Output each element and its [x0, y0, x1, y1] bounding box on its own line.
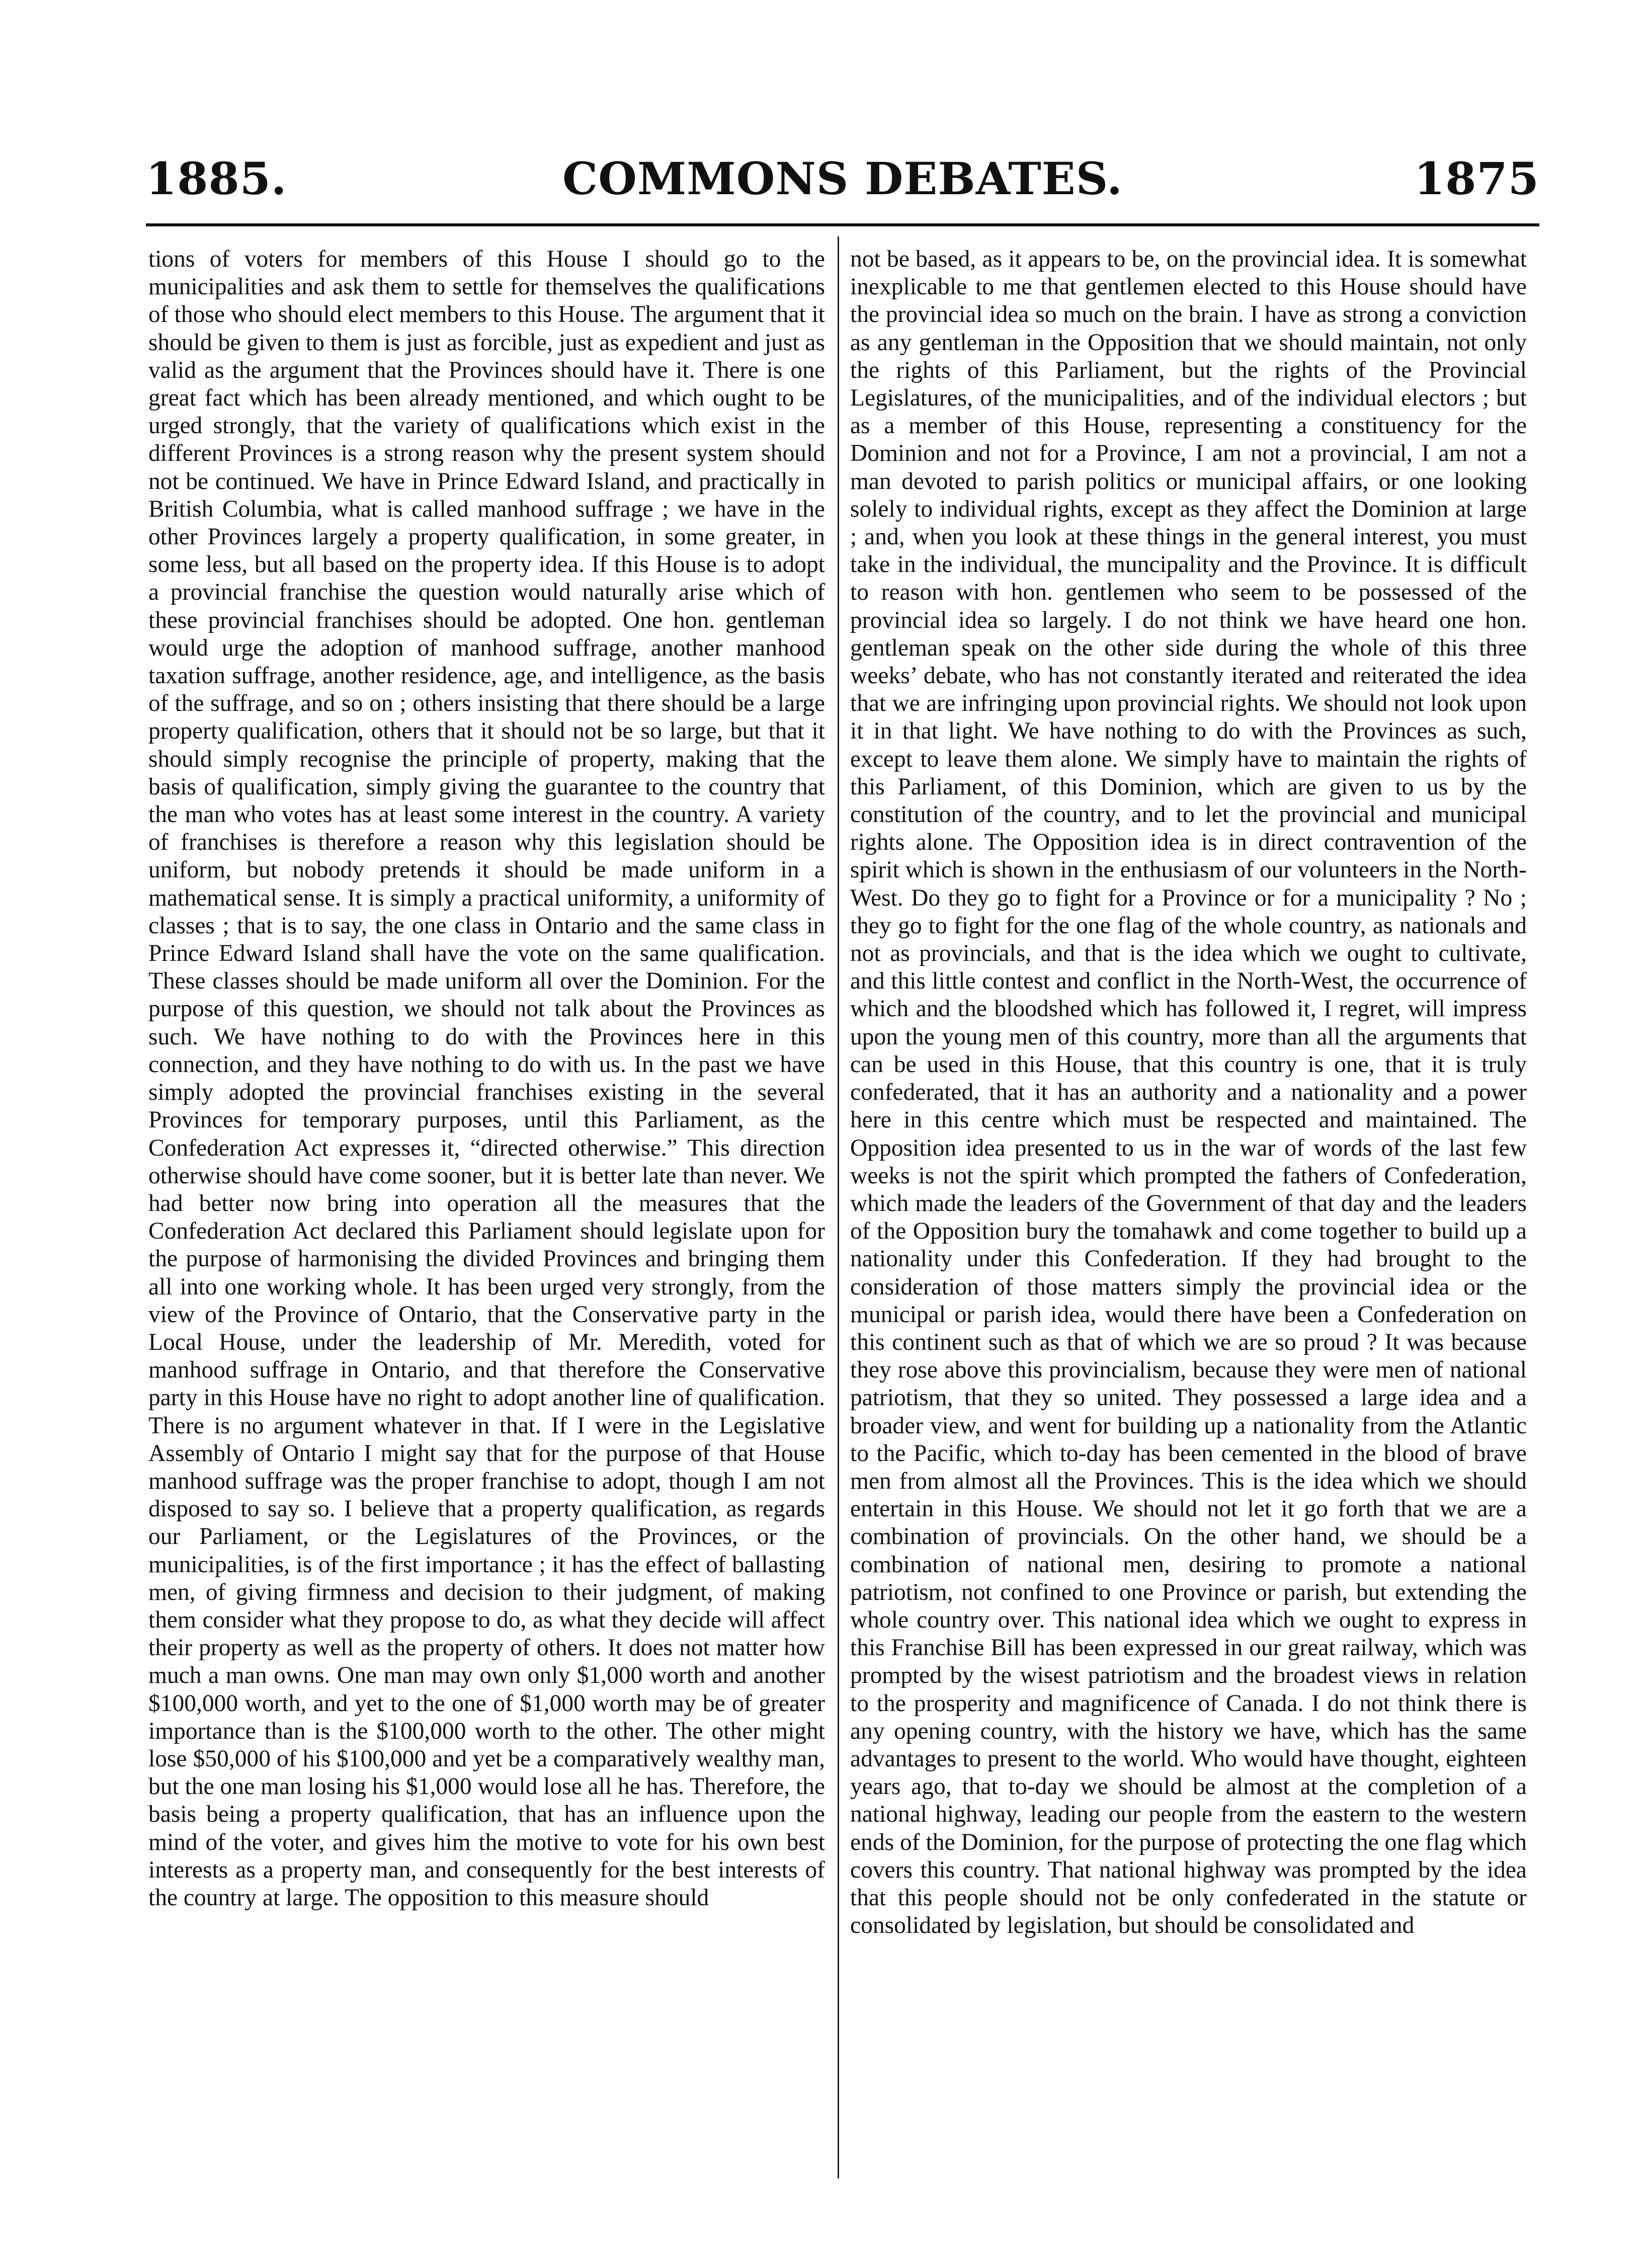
- text-column-right: [850, 246, 1527, 2182]
- column-right-text: not be based, as it appears to be, on the provincial idea. It is somewhat inexplicable to me that gentlemen elected to this House should have the provincial idea so much on the brain. I have as strong a conviction as any gentleman in the Opposition that we should maintain, not only the rights of this Parliament, but the rights of the Provincial Legislatures, of the municipalities, and of the individual electors ; but as a member of this House, representing a constituency for the Dominion and not for a Province, I am not a provincial, I am not a man devoted to parish politics or municipal affairs, or one looking solely to individual rights, except as they affect the Dominion at large ; and, when you look at these things in the general interest, you must take in the individual, the muncipality and the Province. It is difficult to reason with hon. gentlemen who seem to be possessed of the provincial idea so largely. I do not think we have heard one hon. gentleman speak on the other side during the whole of this three weeks’ debate, who has not constantly iterated and reiterated the idea that we are infringing upon provincial rights. We should not look upon it in that light. We have nothing to do with the Provinces as such, except to leave them alone. We simply have to maintain the rights of this Parliament, of this Dominion, which are given to us by the constitution of the country, and to let the provincial and municipal rights alone. The Opposition idea is in direct contravention of the spirit which is shown in the enthusiasm of our volunteers in the North-West. Do they go to fight for a Province or for a municipality ? No ; they go to fight for the one flag of the whole country, as nationals and not as provincials, and that is the idea which we ought to cultivate, and this little contest and conflict in the North-West, the occurrence of which and the bloodshed which has followed it, I regret, will impress upon the young men of this country, more than all the arguments that can be used in this House, that this country is one, that it is truly confederated, that it has an authority and a nationality and a power here in this centre which must be respected and maintained. The Opposition idea presented to us in the war of words of the last few weeks is not the spirit which prompted the fathers of Confederation, which made the leaders of the Government of that day and the leaders of the Opposition bury the tomahawk and come together to build up a nationality under this Confederation. If they had brought to the consideration of those matters simply the provincial idea or the municipal or parish idea, would there have been a Confederation on this continent such as that of which we are so proud ? It was because they rose above this provincialism, because they were men of national patriotism, that they so united. They possessed a large idea and a broader view, and went for building up a nationality from the Atlantic to the Pacific, which to-day has been cemented in the blood of brave men from almost all the Provinces. This is the idea which we should entertain in this House. We should not let it go forth that we are a combination of provincials. On the other hand, we should be a combination of national men, desiring to promote a national patriotism, not confined to one Province or parish, but extending the whole country over. This national idea which we ought to express in this Franchise Bill has been expressed in our great railway, which was prompted by the wisest patriotism and the broadest views in relation to the prosperity and magnificence of Canada. I do not think there is any opening country, with the history we have, which has the same advantages to present to the world. Who would have thought, eighteen years ago, that to-day we should be almost at the completion of a national highway, leading our people from the eastern to the western ends of the Dominion, for the purpose of protecting the one flag which covers this country. That national highway was prompted by the idea that this people should not be only confederated in the statute or consolidated by legislation, but should be consolidated and: [850, 246, 1527, 1939]
- page-header: [146, 151, 1539, 216]
- header-page-number: 1875: [1414, 152, 1539, 205]
- header-rule: [146, 223, 1539, 226]
- text-column-left: [148, 246, 825, 2182]
- column-divider: [838, 236, 839, 2178]
- header-title: COMMONS DEBATES.: [562, 152, 1123, 205]
- header-year: 1885.: [146, 152, 287, 205]
- column-left-text: tions of voters for members of this House I should go to the municipalities and ask them to settle for themselves the qualifications of those who should elect members to this House. The argument that it should be given to them is just as forcible, just as expedient and just as valid as the argument that the Provinces should have it. There is one great fact which has been already mentioned, and which ought to be urged strongly, that the variety of qualifications which exist in the different Provinces is a strong reason why the present system should not be continued. We have in Prince Edward Island, and practically in British Columbia, what is called manhood suffrage ; we have in the other Provinces largely a property qualification, in some greater, in some less, but all based on the property idea. If this House is to adopt a provincial franchise the question would naturally arise which of these provincial franchises should be adopted. One hon. gentleman would urge the adoption of manhood suffrage, another manhood taxation suffrage, another residence, age, and intelligence, as the basis of the suffrage, and so on ; others insisting that there should be a large property qualification, others that it should not be so large, but that it should simply recognise the principle of property, making that the basis of qualification, simply giving the guarantee to the country that the man who votes has at least some interest in the country. A variety of franchises is therefore a reason why this legislation should be uniform, but nobody pretends it should be made uniform in a mathematical sense. It is simply a practical uniformity, a uniformity of classes ; that is to say, the one class in Ontario and the same class in Prince Edward Island shall have the vote on the same qualification. These classes should be made uniform all over the Dominion. For the purpose of this question, we should not talk about the Provinces as such. We have nothing to do with the Provinces here in this connection, and they have nothing to do with us. In the past we have simply adopted the provincial franchises existing in the several Provinces for temporary purposes, until this Parliament, as the Confederation Act expresses it, “directed otherwise.” This direction otherwise should have come sooner, but it is better late than never. We had better now bring into operation all the measures that the Confederation Act declared this Parliament should legislate upon for the purpose of harmonising the divided Provinces and bringing them all into one working whole. It has been urged very strongly, from the view of the Province of Ontario, that the Conservative party in the Local House, under the leadership of Mr. Meredith, voted for manhood suffrage in Ontario, and that therefore the Conservative party in this House have no right to adopt another line of qualification. There is no argument whatever in that. If I were in the Legislative Assembly of Ontario I might say that for the purpose of that House manhood suffrage was the proper franchise to adopt, though I am not disposed to say so. I believe that a property qualification, as regards our Parliament, or the Legislatures of the Provinces, or the municipalities, is of the first importance ; it has the effect of ballasting men, of giving firmness and decision to their judgment, of making them consider what they propose to do, as what they decide will affect their property as well as the property of others. It does not matter how much a man owns. One man may own only $1,000 worth and another $100,000 worth, and yet to the one of $1,000 worth may be of greater importance than is the $100,000 worth to the other. The other might lose $50,000 of his $100,000 and yet be a comparatively wealthy man, but the one man losing his $1,000 would lose all he has. Therefore, the basis being a property qualification, that has an influence upon the mind of the voter, and gives him the motive to vote for his own best interests as a property man, and consequently for the best interests of the country at large. The opposition to this measure should: [148, 246, 825, 1911]
